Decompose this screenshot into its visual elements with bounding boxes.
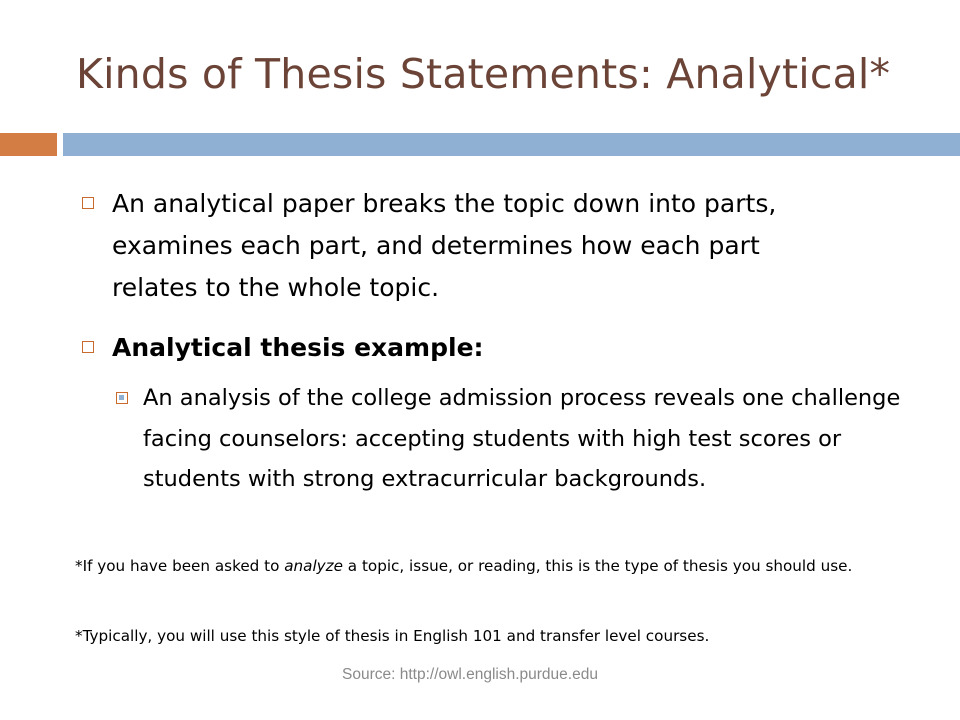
title-underline-blue: [63, 133, 960, 156]
footnote-analyze-before: *If you have been asked to: [75, 557, 285, 575]
footnote-analyze-after: a topic, issue, or reading, this is the type of thesis you should use.: [342, 557, 853, 575]
footnote-typically: *Typically, you will use this style of thesis in English 101 and transfer level courses.: [75, 627, 710, 645]
footnote-analyze: [75, 552, 905, 580]
source-citation: Source: http://owl.english.purdue.edu: [342, 666, 598, 683]
bullet-square-icon: [82, 197, 94, 209]
slide-title: Kinds of Thesis Statements: Analytical*: [76, 50, 891, 98]
example-heading-bold: Analytical thesis example: [112, 333, 474, 362]
bullet-text-example-heading: [112, 327, 484, 369]
example-heading-colon: :: [473, 333, 484, 362]
bullet-square-icon: [82, 341, 94, 353]
bullet-text-definition: An analytical paper breaks the topic down into parts, examines each part, and determines how each part relates to the whole topic.: [112, 189, 777, 302]
sub-bullet-text-example: An analysis of the college admission process reveals one challenge facing counselors: accepting students with high test scores or students with strong extracurricular backgrounds.: [143, 385, 901, 492]
footnote-analyze-italic: analyze: [284, 557, 343, 575]
title-underline-orange: [0, 133, 57, 156]
sub-bullet-square-icon: [116, 392, 128, 404]
